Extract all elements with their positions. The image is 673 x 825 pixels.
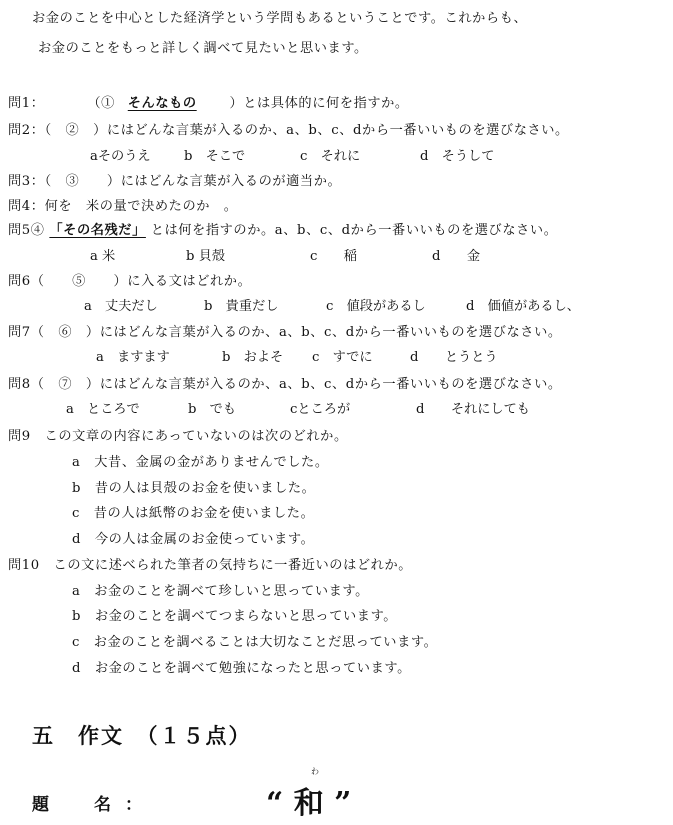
intro-line-2: お金のことをもっと詳しく調べて見たいと思います。 [38, 41, 368, 56]
question-8-option-d: d それにしても [416, 402, 530, 417]
question-7-option-b: b およそ [222, 350, 284, 365]
question-5-option-b: b 貝殻 [186, 249, 226, 264]
question-7-option-c: c すでに [312, 350, 373, 365]
question-5-option-d: d 金 [432, 249, 481, 264]
question-5-rest: とは何を指すのか。a、b、c、dから一番いいものを選びなさい。 [150, 223, 558, 238]
question-6-option-b: b 貴重だし [204, 299, 279, 314]
question-8-option-c: cところが [290, 402, 351, 417]
title-ruby: わ [311, 767, 319, 776]
question-2-option-b: b そこで [184, 149, 246, 164]
section-heading: 五 作文 （１５点） [32, 723, 252, 748]
question-2-option-c: c それに [300, 149, 361, 164]
question-5-number: 問5④ [8, 223, 45, 238]
title-value: “ 和 ” [266, 786, 352, 821]
question-7-option-d: d とうとう [410, 350, 498, 365]
question-6: 問6（ ⑤ ）に入る文はどれか。 [8, 274, 252, 289]
question-1-rest: ）とは具体的に何を指すか。 [229, 96, 409, 111]
question-9-option-d: d 今の人は金属のお金使っています。 [72, 532, 315, 547]
question-2: 問2：（ ② ）にはどんな言葉が入るのか、a、b、c、dから一番いいものを選びなさい。 [8, 123, 569, 138]
question-6-option-d: d 価値があるし、 [466, 299, 580, 314]
question-9-option-b: b 昔の人は貝殻のお金を使いました。 [72, 481, 316, 496]
question-5-option-a: a 米 [90, 249, 116, 264]
question-1-underlined: そんなもの [127, 96, 197, 111]
question-9: 問9 この文章の内容にあっていないのは次のどれか。 [8, 429, 348, 444]
question-10-option-c: c お金のことを調べることは大切なことだ思っています。 [72, 635, 438, 650]
question-10-option-d: d お金のことを調べて勉強になったと思っています。 [72, 661, 411, 676]
question-6-option-a: a 丈夫だし [84, 299, 158, 314]
question-5-underlined: 「その名残だ」 [49, 223, 146, 238]
question-2-option-a: aそのうえ [90, 149, 151, 164]
question-1-number: 問1： [8, 96, 45, 111]
intro-line-1: お金のことを中心とした経済学という学問もあるということです。これからも、 [32, 11, 528, 26]
title-label: 題 名： [32, 795, 156, 815]
question-7-option-a: a ますます [96, 350, 170, 365]
question-8: 問8（ ⑦ ）にはどんな言葉が入るのか、a、b、c、dから一番いいものを選びなさい。 [8, 377, 562, 392]
question-1-paren: （① [87, 96, 115, 111]
question-9-option-a: a 大昔、金属の金がありませんでした。 [72, 455, 329, 470]
question-6-option-c: c 値段があるし [326, 299, 426, 314]
question-5-option-c: c 稲 [310, 249, 357, 264]
question-4: 問4：何を 米の量で決めたのか 。 [8, 199, 238, 214]
question-9-option-c: c 昔の人は紙幣のお金を使いました。 [72, 506, 315, 521]
question-10: 問10 この文に述べられた筆者の気持ちに一番近いのはどれか。 [8, 558, 413, 573]
question-8-option-b: b でも [188, 402, 237, 417]
question-5 [8, 222, 557, 240]
question-7: 問7（ ⑥ ）にはどんな言葉が入るのか、a、b、c、dから一番いいものを選びなさい。 [8, 325, 562, 340]
question-3: 問3：（ ③ ）にはどんな言葉が入るのが適当か。 [8, 174, 342, 189]
question-10-option-a: a お金のことを調べて珍しいと思っています。 [72, 584, 369, 599]
question-8-option-a: a ところで [66, 402, 140, 417]
question-10-option-b: b お金のことを調べてつまらないと思っています。 [72, 609, 398, 624]
question-2-option-d: d そうして [420, 149, 495, 164]
question-1 [8, 95, 409, 113]
